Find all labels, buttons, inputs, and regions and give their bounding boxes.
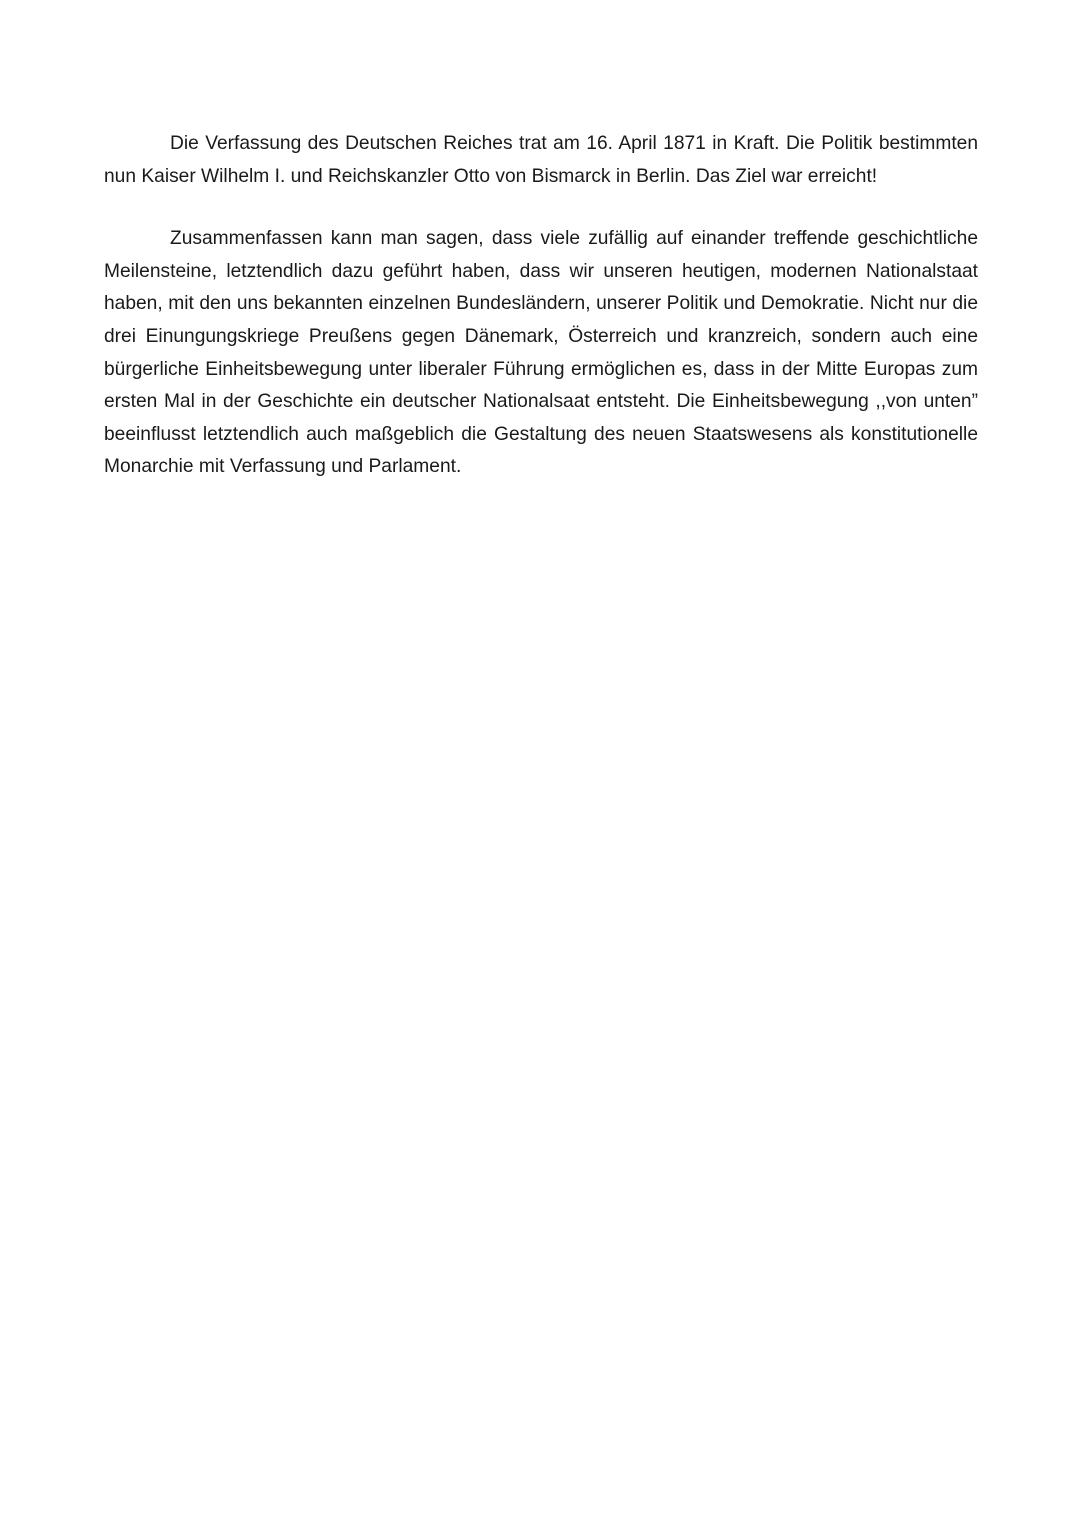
paragraph-constitution: Die Verfassung des Deutschen Reiches trat am 16. April 1871 in Kraft. Die Politik bestimmten nun Kaiser Wilhelm I. und Reichskanzler Otto von Bismarck in Berlin. Das Ziel war erreicht!: [104, 133, 978, 187]
paragraph-summary: Zusammenfassen kann man sagen, dass viele zufällig auf einander treffende geschichtliche Meilensteine, letztendlich dazu geführt haben, dass wir unseren heutigen, modernen Nationalstaat haben, mit den uns bekannten einzelnen Bundesländern, unserer Politik und Demokratie. Nicht nur die drei Einungungskriege Preußens gegen Dänemark, Österreich und kranzreich, sondern auch eine bürgerliche Einheitsbewegung unter liberaler Führung ermöglichen es, dass in der Mitte Europas zum ersten Mal in der Geschichte ein deutscher Nationalsaat entsteht. Die Einheitsbewegung ,,von unten” beeinflusst letztendlich auch maßgeblich die Gestaltung des neuen Staatswesens als konstitutionelle Monarchie mit Verfassung und Parlament.: [104, 228, 978, 478]
document-body: [104, 128, 978, 484]
